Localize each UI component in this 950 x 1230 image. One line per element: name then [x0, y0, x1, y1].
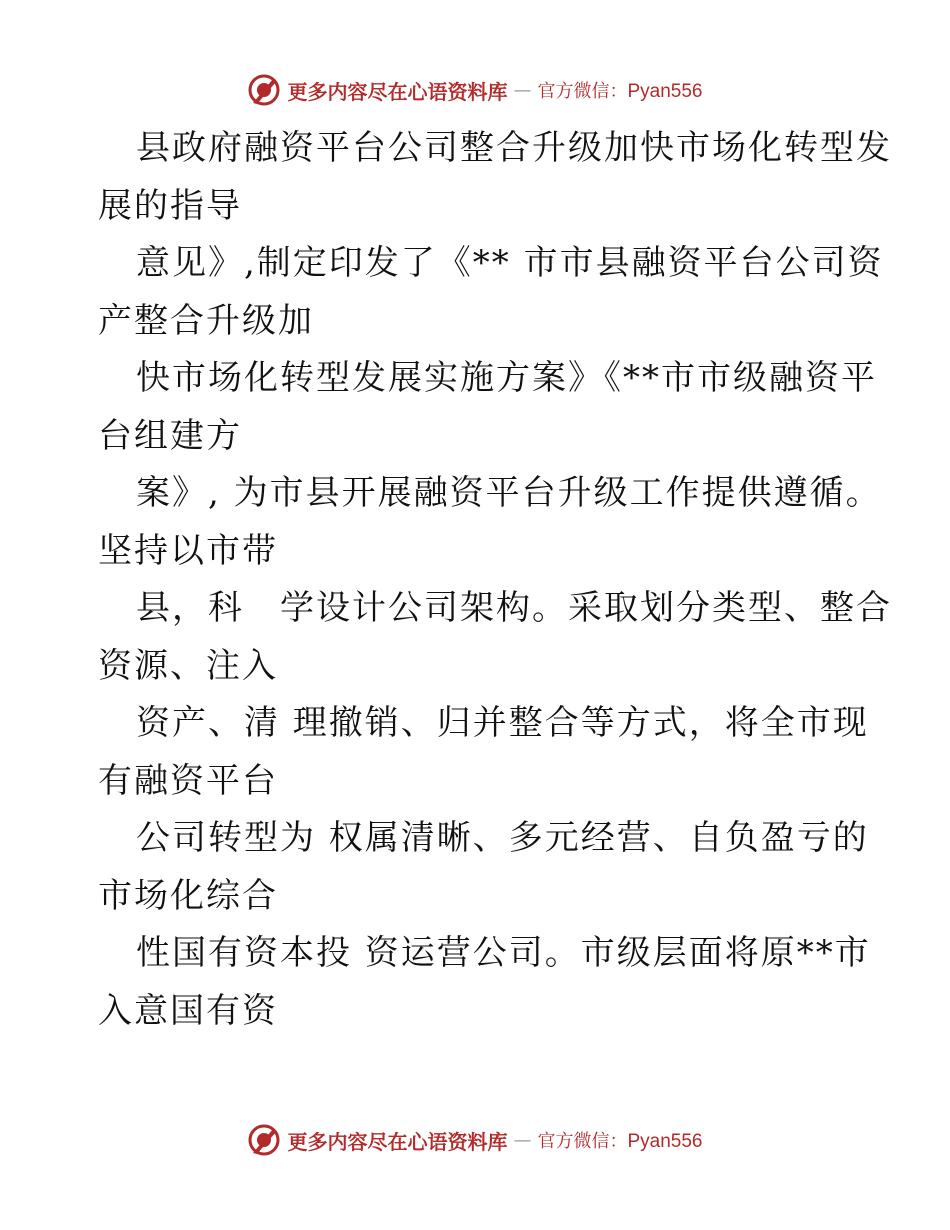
- footer-banner: [0, 1120, 950, 1160]
- line-first: 意见》,制定印发了《** 市市县融资平台公司资: [136, 243, 884, 283]
- line-second: 有融资平台: [98, 760, 278, 801]
- banner-wechat-label: 官方微信：: [537, 1131, 628, 1152]
- paragraph-line: [98, 695, 869, 810]
- line-first: 资产、清 理撤销、归并整合等方式，将全市现: [136, 703, 869, 743]
- quill-circle-logo-icon: [247, 1123, 281, 1157]
- line-second: 展的指导: [98, 185, 242, 226]
- banner-separator: —: [513, 79, 532, 101]
- line-second: 资源、注入: [98, 645, 278, 686]
- line-first: 案》, 为市县开展融资平台升级工作提供遵循。: [136, 473, 882, 513]
- banner-wechat: [537, 1127, 702, 1153]
- line-first: 快市场化转型发展实施方案》《**市市级融资平: [136, 358, 877, 398]
- line-second: 市场化综合: [98, 875, 278, 916]
- banner-wechat-id: Pyan556: [627, 1131, 703, 1152]
- quill-circle-logo-icon: [247, 73, 281, 107]
- paragraph-line: [98, 580, 892, 695]
- banner-separator: —: [513, 1129, 532, 1151]
- line-first: 公司转型为 权属清晰、多元经营、自负盈亏的: [136, 818, 869, 858]
- line-first: 县，科 学设计公司架构。采取划分类型、整合: [136, 588, 892, 628]
- line-second: 入意国有资: [98, 990, 278, 1031]
- paragraph-line: [98, 810, 869, 925]
- line-second: 产整合升级加: [98, 300, 314, 341]
- paragraph-line: [98, 465, 882, 580]
- banner-brand-text: 更多内容尽在心语资料库: [287, 79, 508, 104]
- document-body: [98, 120, 892, 1040]
- line-second: 台组建方: [98, 415, 242, 456]
- banner-brand-text: 更多内容尽在心语资料库: [287, 1129, 508, 1154]
- header-banner: [0, 70, 950, 110]
- banner-wechat-id: Pyan556: [627, 81, 703, 102]
- banner-wechat: [537, 77, 702, 103]
- paragraph-line: [98, 120, 892, 235]
- paragraph-line: [98, 235, 884, 350]
- paragraph-line: [98, 925, 871, 1040]
- paragraph-line: [98, 350, 877, 465]
- line-first: 县政府融资平台公司整合升级加快市场化转型发: [136, 128, 892, 168]
- line-first: 性国有资本投 资运营公司。市级层面将原**市: [136, 933, 871, 973]
- line-second: 坚持以市带: [98, 530, 278, 571]
- banner-wechat-label: 官方微信：: [537, 81, 628, 102]
